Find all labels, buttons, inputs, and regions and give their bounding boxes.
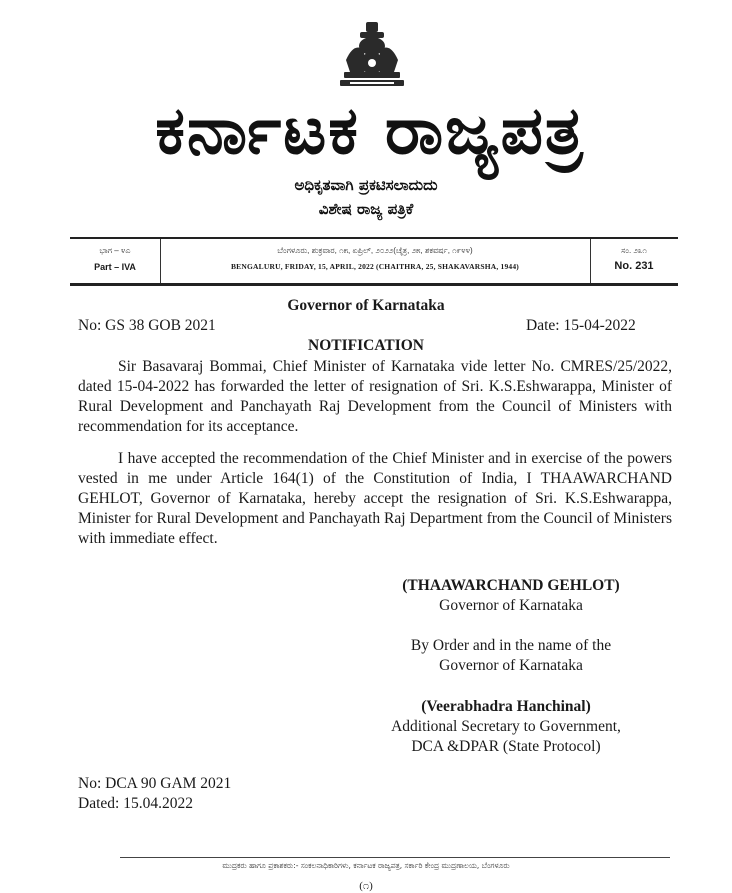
- governor-signature-title: Governor of Karnataka: [439, 597, 583, 614]
- date-english: BENGALURU, FRIDAY, 15, APRIL, 2022 (CHAITHRA, 25, SHAKAVARSHA, 1944): [230, 262, 519, 271]
- state-emblem-icon: [336, 20, 408, 88]
- office-heading: Governor of Karnataka: [287, 297, 445, 314]
- part-kannada: ಭಾಗ – ೪ಎ: [99, 246, 131, 255]
- notification-heading: NOTIFICATION: [308, 337, 424, 354]
- page-number: (೧): [359, 880, 373, 892]
- part-cell: [70, 239, 161, 283]
- issue-number-english: No. 231: [614, 260, 654, 272]
- order-line-1: By Order and in the name of the: [410, 637, 612, 654]
- body-paragraph-2: I have accepted the recommendation of the Chief Minister and in exercise of the powers vested in me under Article 164(1) of the Constitution of India, I THAAWARCHAND GEHLOT, Governor of Karnataka, hereby accept the resignation of Sri. K.S.Eshwarappa, Minister for Rural Development and Panchayath Raj Department from the Council of Ministers with immediate effect.: [78, 450, 672, 547]
- masthead-subtitle-published: ಅಧಿಕೃತವಾಗಿ ಪ್ರಕಟಿಸಲಾದುದು: [294, 176, 438, 194]
- closing-date: Dated: 15.04.2022: [78, 795, 193, 812]
- masthead-subtitle-special: ವಿಶೇಷ ರಾಜ್ಯ ಪತ್ರಿಕೆ: [318, 200, 414, 218]
- footer-divider: [120, 857, 670, 858]
- issue-number-kannada: ಸಂ. ೨೩೧: [621, 246, 647, 255]
- gazette-masthead-title: ಕರ್ನಾಟಕ ರಾಜ್ಯಪತ್ರ: [155, 92, 585, 169]
- reference-number: No: GS 38 GOB 2021: [78, 317, 216, 334]
- date-cell: [160, 239, 591, 283]
- part-english: Part – IVA: [94, 262, 136, 272]
- gazette-info-bar: [70, 237, 678, 286]
- order-line-2: Governor of Karnataka: [439, 657, 583, 674]
- secretary-title-2: DCA &DPAR (State Protocol): [411, 738, 601, 755]
- body-paragraph-1: Sir Basavaraj Bommai, Chief Minister of Karnataka vide letter No. CMRES/25/2022, dated 15-04-2022 has forwarded the letter of resignation of Sri. K.S.Eshwarappa, Minister of Rural Development and Panchayath Raj Development from the Council of Ministers with recommendation for its acceptance.: [78, 358, 672, 435]
- printer-publisher-footer: ಮುದ್ರಕರು ಹಾಗೂ ಪ್ರಕಾಶಕರು:- ಸಂಕಲನಾಧಿಕಾರಿಗಳು, ಕರ್ನಾಟಕ ರಾಜ್ಯಪತ್ರ, ಸರ್ಕಾರಿ ಕೇಂದ್ರ ಮುದ್ರಣಾಲಯ, ಬೆಂಗಳೂರು: [222, 861, 510, 870]
- closing-reference-number: No: DCA 90 GAM 2021: [78, 775, 232, 792]
- date-kannada: ಬೆಂಗಳೂರು, ಶುಕ್ರವಾರ, ೧೫, ಏಪ್ರಿಲ್, ೨೦೨೨(ಚೈತ್ರ, ೨೫, ಶಕವರ್ಷ, ೧೯೪೪): [277, 246, 473, 255]
- secretary-title-1: Additional Secretary to Government,: [391, 718, 621, 735]
- governor-signature-name: (THAAWARCHAND GEHLOT): [402, 577, 620, 594]
- notification-date: Date: 15-04-2022: [526, 317, 636, 334]
- secretary-signature-name: (Veerabhadra Hanchinal): [421, 698, 591, 715]
- issue-number-cell: [590, 239, 678, 283]
